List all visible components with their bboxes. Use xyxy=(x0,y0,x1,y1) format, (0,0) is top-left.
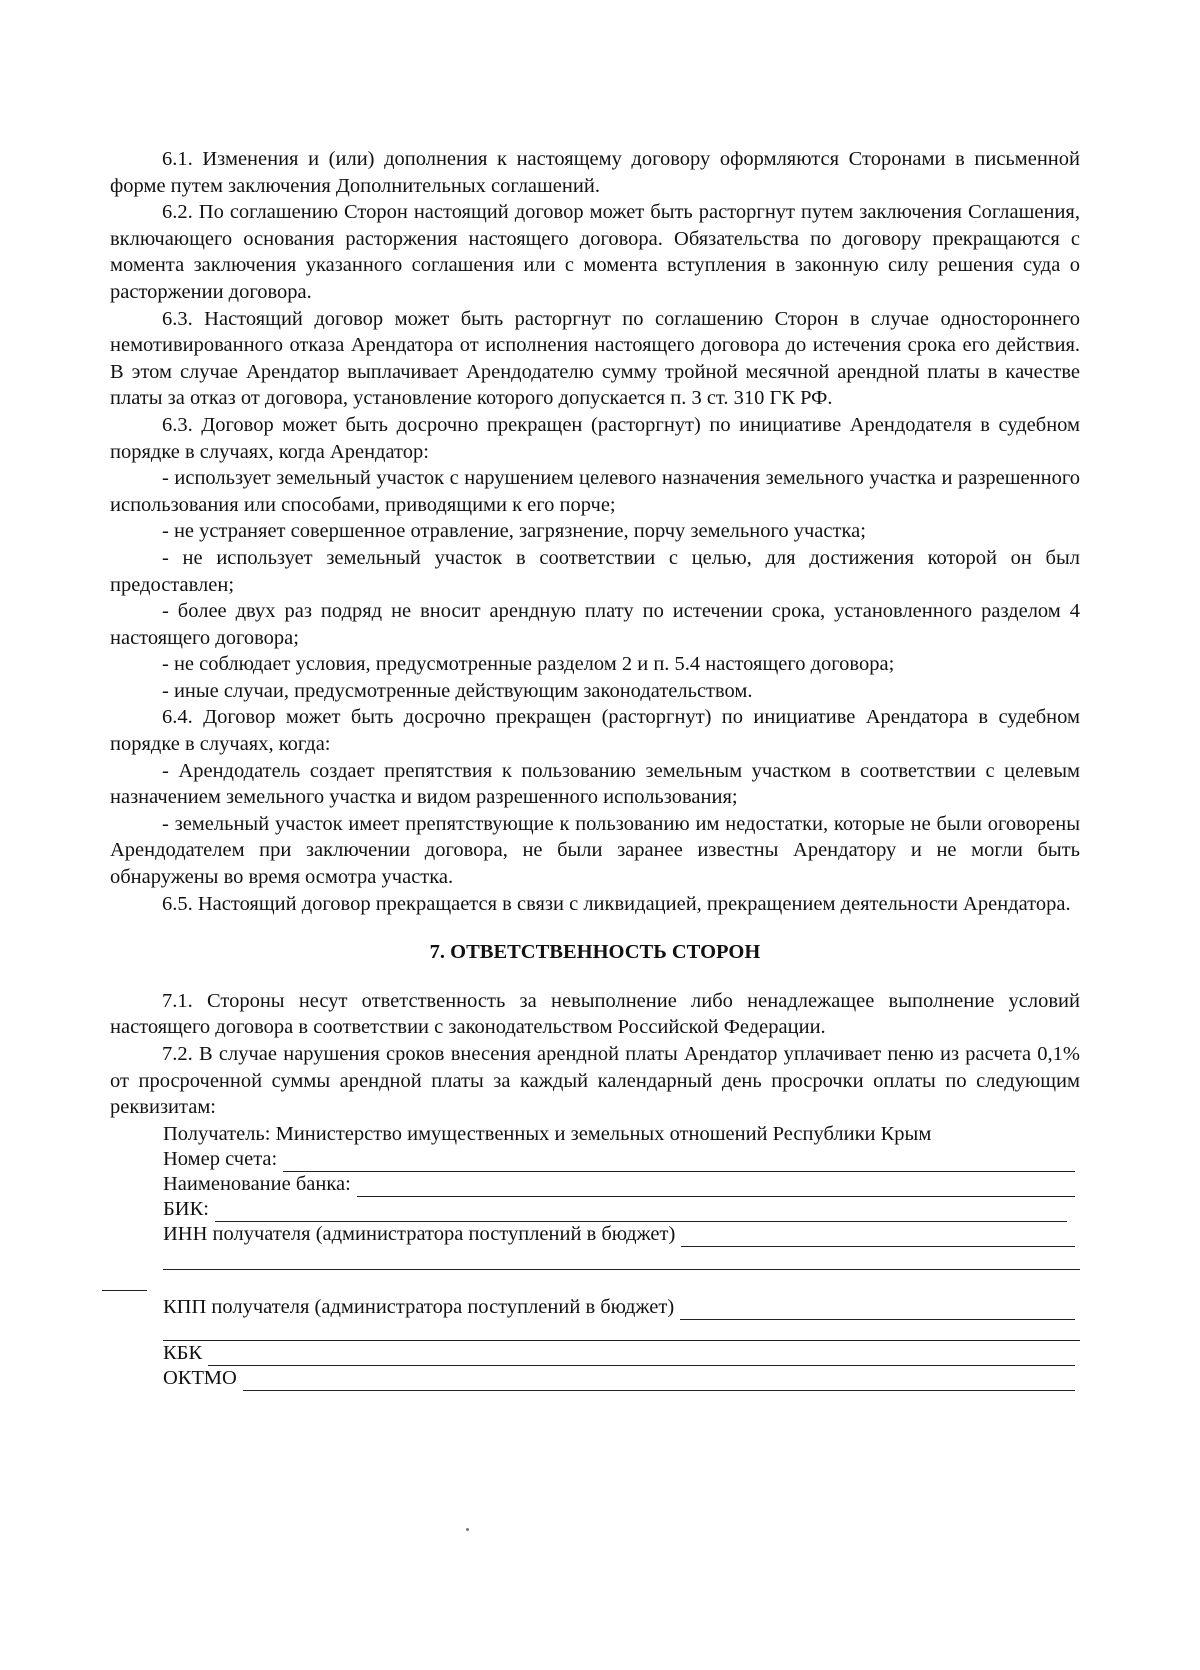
recipient-line: Получатель: Министерство имущественных и земельных отношений Республики Крым xyxy=(163,1122,932,1145)
inn-blank xyxy=(681,1228,1075,1247)
oktmo-field xyxy=(163,1366,1075,1391)
clause-6-4: 6.4. Договор может быть досрочно прекращен (расторгнут) по инициативе Арендатора в судебном порядке в случаях, когда: xyxy=(110,706,1080,756)
list-item: - иные случаи, предусмотренные действующим законодательством. xyxy=(162,679,753,702)
list-item: - использует земельный участок с нарушением целевого назначения земельного участка и разрешенного использования или способами, приводящими к его порче; xyxy=(110,467,1080,516)
kpp-label: КПП получателя (администратора поступлений в бюджет) xyxy=(163,1295,675,1318)
account-label: Номер счета: xyxy=(163,1147,278,1170)
kbk-field xyxy=(163,1341,1075,1366)
account-field xyxy=(163,1147,1075,1172)
bank-blank xyxy=(357,1178,1075,1197)
clause-6-5: 6.5. Настоящий договор прекращается в связи с ликвидацией, прекращением деятельности Арендатора. xyxy=(162,892,1071,915)
kpp-field xyxy=(163,1295,1075,1320)
clause-6-2: 6.2. По соглашению Сторон настоящий договор может быть расторгнут путем заключения Соглашения, включающего основания расторжения настоящего договора. Обязательства по договору прекращаются с момента заключения указанного соглашения или с момента вступления в законную силу решения суда о расторжении договора. xyxy=(110,201,1080,303)
kbk-blank xyxy=(208,1347,1075,1366)
margin-dash xyxy=(102,1270,147,1291)
clause-6-3-mutual: 6.3. Настоящий договор может быть расторгнут по соглашению Сторон в случае одностороннего немотивированного отказа Арендатора от исполнения настоящего договора до истечения срока его действия. В этом случае Арендатор выплачивает Арендодателю сумму тройной месячной арендной платы в качестве платы за отказ от договора, установление которого допускается п. 3 ст. 310 ГК РФ. xyxy=(110,307,1080,410)
bik-blank xyxy=(215,1203,1067,1222)
list-item: - более двух раз подряд не вносит арендную плату по истечении срока, установленного разделом 4 настоящего договора; xyxy=(110,600,1080,649)
clause-7-1: 7.1. Стороны несут ответственность за невыполнение либо ненадлежащее выполнение условий настоящего договора в соответствии с законодательством Российской Федерации. xyxy=(110,989,1080,1039)
clause-7-2: 7.2. В случае нарушения сроков внесения арендной платы Арендатор уплачивает пеню из расчета 0,1% от просроченной суммы арендной платы за каждый календарный день просрочки оплаты по следующим реквизитам: xyxy=(110,1043,1080,1119)
bik-field xyxy=(163,1197,1067,1222)
list-item: - не использует земельный участок в соответствии с целью, для достижения которой он был предоставлен; xyxy=(110,546,1080,596)
inn-blank-extra xyxy=(163,1247,1080,1270)
kpp-blank-extra xyxy=(163,1320,1080,1341)
section-7-heading: 7. ОТВЕТСТВЕННОСТЬ СТОРОН xyxy=(429,941,761,964)
clause-6-3-landlord: 6.3. Договор может быть досрочно прекращен (расторгнут) по инициативе Арендодателя в судебном порядке в случаях, когда Арендатор: xyxy=(110,413,1080,463)
bik-label: БИК: xyxy=(163,1197,209,1220)
list-item: - земельный участок имеет препятствующие к пользованию им недостатки, которые не были оговорены Арендодателем при заключении договора, не были заранее известны Арендатору и не могли быть обнаружены во время осмотра участка. xyxy=(110,812,1080,889)
list-item: - не соблюдает условия, предусмотренные разделом 2 и п. 5.4 настоящего договора; xyxy=(162,653,895,676)
clause-6-1: 6.1. Изменения и (или) дополнения к настоящему договору оформляются Сторонами в письменной форме путем заключения Дополнительных соглашений. xyxy=(110,148,1080,197)
list-item: - не устраняет совершенное отравление, загрязнение, порчу земельного участка; xyxy=(162,520,866,543)
kpp-blank xyxy=(680,1301,1075,1320)
inn-label: ИНН получателя (администратора поступлений в бюджет) xyxy=(163,1222,676,1245)
bank-field xyxy=(163,1172,1075,1197)
list-item: - Арендодатель создает препятствия к пользованию земельным участком в соответствии с целевым назначением земельного участка и видом разрешенного использования; xyxy=(110,759,1080,809)
scan-speck xyxy=(466,1528,469,1531)
oktmo-label: ОКТМО xyxy=(163,1366,237,1389)
bank-label: Наименование банка: xyxy=(163,1172,351,1195)
account-blank xyxy=(283,1153,1075,1172)
oktmo-blank xyxy=(243,1372,1075,1391)
document-page xyxy=(110,146,1080,1391)
kbk-label: КБК xyxy=(163,1341,203,1364)
inn-field xyxy=(163,1222,1075,1247)
